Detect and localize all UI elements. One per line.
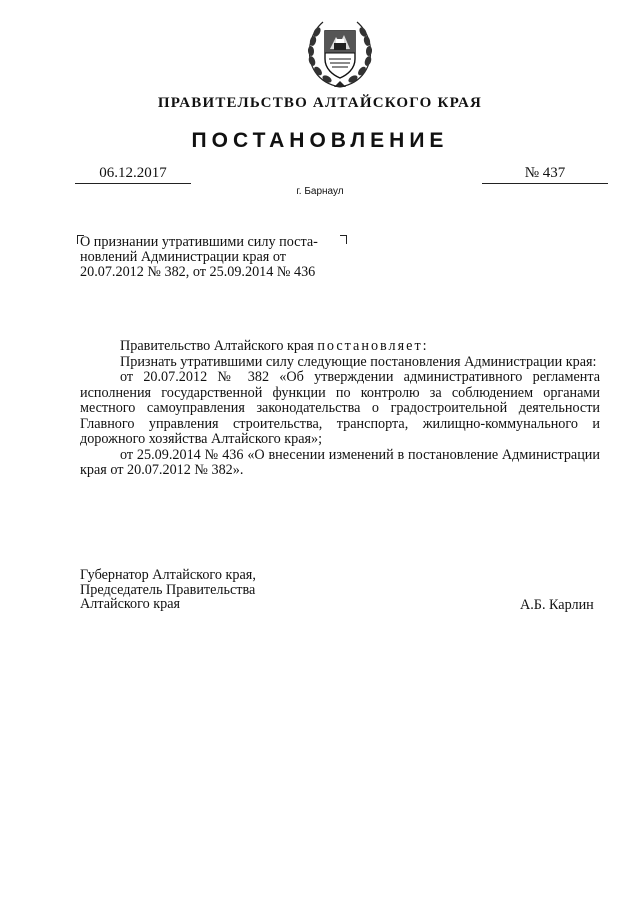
signatory-line: Председатель Правительства xyxy=(80,581,256,598)
document-date: 06.12.2017 xyxy=(99,165,167,181)
signatory-line: Алтайского края xyxy=(80,596,181,612)
subject-line: О признании утратившими силу поста- xyxy=(80,234,318,250)
government-title: ПРАВИТЕЛЬСТВО АЛТАЙСКОГО КРАЯ xyxy=(157,95,483,111)
city: г. Барнаул xyxy=(296,186,344,197)
intro-decree-word: постановляет xyxy=(317,338,423,354)
document-body xyxy=(80,339,600,479)
intro-colon: : xyxy=(422,338,427,354)
altai-krai-coat-of-arms-icon xyxy=(303,17,377,91)
date-underline xyxy=(75,183,191,184)
body-paragraph: от 20.07.2012 № 382 «Об утверждении административного регламента исполнения государственной функции по контролю за соблюдением органами местного самоуправления законодательства о градостроительной деятельности Главного управления строительства, транспорта, жилищно-коммунального и дорожного хозяйства Алтайского края»; xyxy=(80,369,600,447)
number-underline xyxy=(482,183,608,184)
body-paragraph: Признать утратившими силу следующие постановления Администрации края: xyxy=(120,353,597,370)
subject-line: 20.07.2012 № 382, от 25.09.2014 № 436 xyxy=(80,264,316,280)
subject-line: новлений Администрации края от xyxy=(80,249,286,265)
signatory-name: А.Б. Карлин xyxy=(520,597,594,613)
document-type: ПОСТАНОВЛЕНИЕ xyxy=(191,129,449,152)
body-paragraph: от 25.09.2014 № 436 «О внесении изменений в постановление Администрации края от 20.07.2012 № 382». xyxy=(80,446,600,478)
subject-title xyxy=(80,235,350,280)
intro-text: Правительство Алтайского края xyxy=(120,338,318,354)
document-number: № 437 xyxy=(524,165,566,181)
intro-paragraph xyxy=(80,339,600,355)
signatory-line: Губернатор Алтайского края, xyxy=(80,567,256,583)
